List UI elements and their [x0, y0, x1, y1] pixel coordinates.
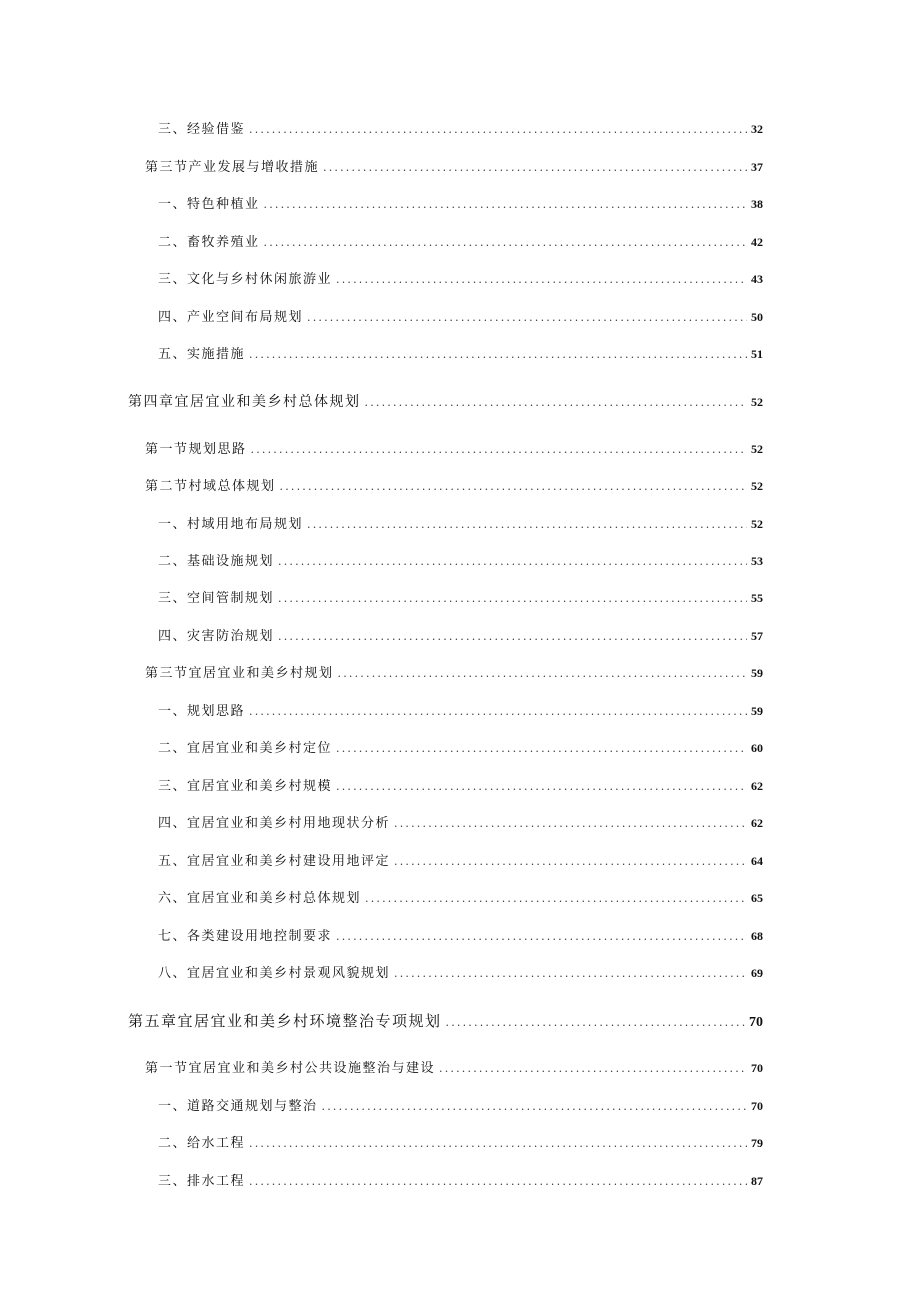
toc-leader-dots: [336, 269, 747, 291]
toc-entry[interactable]: [158, 306, 763, 328]
toc-leader-dots: [394, 963, 747, 985]
toc-entry-page: 50: [751, 310, 763, 324]
toc-entry-title: 三、文化与乡村休闲旅游业: [158, 272, 333, 287]
toc-entry[interactable]: [145, 438, 763, 460]
toc-entry[interactable]: [158, 1095, 763, 1117]
toc-entry-page: 37: [751, 160, 763, 174]
toc-entry[interactable]: [158, 925, 763, 947]
toc-entry-page: 60: [751, 741, 763, 755]
toc-entry[interactable]: [158, 118, 763, 140]
toc-entry-page: 42: [751, 235, 763, 249]
toc-entry-title: 四、宜居宜业和美乡村用地现状分析: [158, 816, 391, 831]
toc-leader-dots: [446, 1012, 745, 1034]
toc-entry[interactable]: [158, 812, 763, 834]
toc-entry-title: 一、特色种植业: [158, 197, 260, 212]
toc-entry-page: 59: [751, 704, 763, 718]
toc-entry-page: 51: [751, 347, 763, 361]
toc-entry-title: 三、经验借鉴: [158, 122, 246, 137]
toc-leader-dots: [338, 663, 747, 685]
toc-entry-page: 52: [751, 517, 763, 531]
toc-entry-page: 43: [751, 272, 763, 286]
toc-entry[interactable]: [158, 625, 763, 647]
toc-leader-dots: [323, 157, 747, 179]
toc-entry-page: 62: [751, 816, 763, 830]
toc-entry-title: 五、宜居宜业和美乡村建设用地评定: [158, 854, 391, 869]
toc-entry-page: 53: [751, 554, 763, 568]
toc-leader-dots: [280, 476, 747, 498]
toc-entry-title: 三、排水工程: [158, 1174, 246, 1189]
toc-entry-page: 55: [751, 591, 763, 605]
toc-entry[interactable]: [158, 513, 763, 535]
toc-entry-title: 第三节产业发展与增收措施: [145, 160, 320, 175]
toc-entry[interactable]: [158, 268, 763, 290]
toc-entry[interactable]: [158, 550, 763, 572]
toc-entry-title: 五、实施措施: [158, 347, 246, 362]
toc-entry-page: 52: [751, 395, 763, 409]
toc-entry-page: 52: [751, 479, 763, 493]
toc-entry-page: 52: [751, 442, 763, 456]
toc-entry[interactable]: [145, 1057, 763, 1079]
toc-entry-title: 一、村域用地布局规划: [158, 517, 304, 532]
toc-entry-title: 二、基础设施规划: [158, 554, 275, 569]
toc-entry-title: 第四章宜居宜业和美乡村总体规划: [128, 394, 361, 410]
toc-entry[interactable]: [145, 475, 763, 497]
toc-entry-page: 64: [751, 854, 763, 868]
toc-entry-title: 第五章宜居宜业和美乡村环境整治专项规划: [128, 1012, 442, 1030]
toc-entry[interactable]: [158, 775, 763, 797]
toc-leader-dots: [322, 1096, 747, 1118]
toc-entry[interactable]: [158, 343, 763, 365]
toc-leader-dots: [336, 738, 747, 760]
toc-entry-title: 第一节宜居宜业和美乡村公共设施整治与建设: [145, 1061, 436, 1076]
toc-entry-page: 69: [751, 966, 763, 980]
toc-entry-title: 二、给水工程: [158, 1136, 246, 1151]
toc-entry-title: 第三节宜居宜业和美乡村规划: [145, 666, 334, 681]
toc-entry-title: 二、畜牧养殖业: [158, 235, 260, 250]
toc-entry[interactable]: [158, 962, 763, 984]
toc-entry-title: 一、规划思路: [158, 704, 246, 719]
toc-leader-dots: [307, 307, 747, 329]
toc-entry-title: 四、灾害防治规划: [158, 629, 275, 644]
toc-entry-title: 三、空间管制规划: [158, 591, 275, 606]
toc-entry[interactable]: [158, 1170, 763, 1192]
toc-entry[interactable]: [158, 1132, 763, 1154]
toc-leader-dots: [365, 392, 748, 414]
toc-entry[interactable]: [158, 737, 763, 759]
toc-entry-page: 70: [751, 1099, 763, 1113]
toc-entry-title: 三、宜居宜业和美乡村规模: [158, 779, 333, 794]
toc-entry-page: 70: [751, 1061, 763, 1075]
toc-entry-title: 一、道路交通规划与整治: [158, 1099, 318, 1114]
toc-leader-dots: [249, 1133, 747, 1155]
toc-entry-title: 七、各类建设用地控制要求: [158, 929, 333, 944]
toc-entry-page: 65: [751, 891, 763, 905]
toc-entry-title: 二、宜居宜业和美乡村定位: [158, 741, 333, 756]
toc-leader-dots: [251, 439, 747, 461]
toc-leader-dots: [394, 851, 747, 873]
toc-leader-dots: [249, 701, 747, 723]
toc-leader-dots: [249, 1171, 747, 1193]
toc-entry-page: 70: [749, 1015, 763, 1030]
toc-leader-dots: [307, 514, 747, 536]
toc-entry[interactable]: [158, 887, 763, 909]
toc-entry-title: 第一节规划思路: [145, 442, 247, 457]
toc-entry[interactable]: [158, 587, 763, 609]
toc-entry-page: 62: [751, 779, 763, 793]
toc-entry-page: 32: [751, 122, 763, 136]
toc-entry-page: 38: [751, 197, 763, 211]
toc-entry[interactable]: [158, 850, 763, 872]
toc-entry-page: 57: [751, 629, 763, 643]
toc-entry[interactable]: [158, 700, 763, 722]
toc-leader-dots: [278, 551, 747, 573]
toc-entry-chapter[interactable]: [128, 391, 763, 413]
toc-leader-dots: [278, 588, 747, 610]
toc-leader-dots: [278, 626, 747, 648]
toc-entry-title: 六、宜居宜业和美乡村总体规划: [158, 891, 362, 906]
toc-entry-chapter[interactable]: [128, 1010, 763, 1032]
toc-entry[interactable]: [145, 662, 763, 684]
toc-entry[interactable]: [145, 156, 763, 178]
toc-leader-dots: [264, 194, 747, 216]
toc-entry-page: 68: [751, 929, 763, 943]
toc-leader-dots: [394, 813, 747, 835]
toc-entry-page: 79: [751, 1136, 763, 1150]
toc-leader-dots: [249, 344, 747, 366]
toc-entry-title: 第二节村域总体规划: [145, 479, 276, 494]
toc-leader-dots: [264, 232, 747, 254]
toc-entry-page: 59: [751, 666, 763, 680]
toc-entry[interactable]: [158, 231, 763, 253]
toc-leader-dots: [336, 776, 747, 798]
toc-entry-title: 八、宜居宜业和美乡村景观风貌规划: [158, 966, 391, 981]
toc-entry[interactable]: [158, 193, 763, 215]
toc-leader-dots: [365, 888, 747, 910]
toc-entry-title: 四、产业空间布局规划: [158, 310, 304, 325]
toc-entry-page: 87: [751, 1174, 763, 1188]
toc-leader-dots: [439, 1058, 747, 1080]
toc-leader-dots: [249, 119, 747, 141]
toc-leader-dots: [336, 926, 747, 948]
